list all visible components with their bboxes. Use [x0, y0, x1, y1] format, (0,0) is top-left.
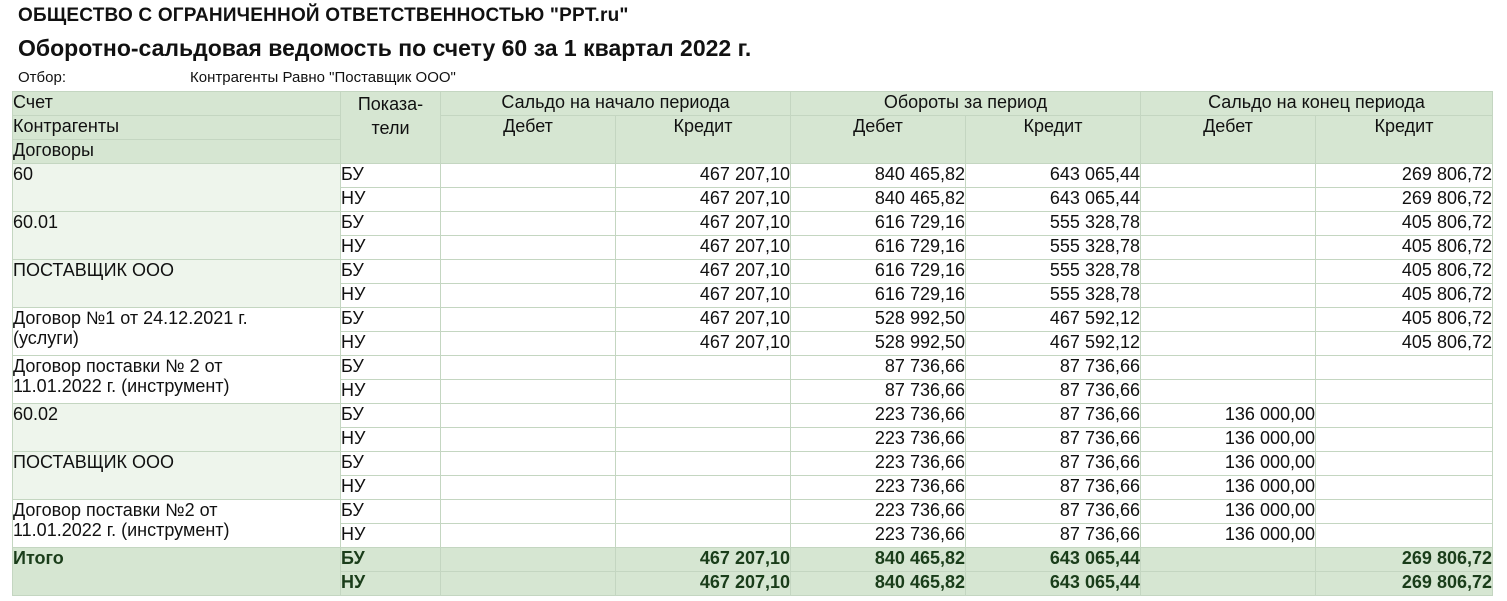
contract-name-line2: 11.01.2022 г. (инструмент) — [13, 376, 230, 396]
cell — [1141, 284, 1316, 308]
cell — [1316, 500, 1493, 524]
cell: 136 000,00 — [1141, 500, 1316, 524]
cell — [616, 404, 791, 428]
table-row — [13, 452, 1493, 476]
cell: 840 465,82 — [791, 164, 966, 188]
cell — [441, 356, 616, 380]
organization-name: ОБЩЕСТВО С ОГРАНИЧЕННОЙ ОТВЕТСТВЕННОСТЬЮ "PPT.ru" — [18, 5, 629, 26]
cell: 136 000,00 — [1141, 452, 1316, 476]
cell: 555 328,78 — [966, 284, 1141, 308]
cell: 616 729,16 — [791, 236, 966, 260]
header-closing-balance: Сальдо на конец периода — [1141, 92, 1493, 116]
cell — [1316, 380, 1493, 404]
cell: 136 000,00 — [1141, 524, 1316, 548]
cell: 87 736,66 — [966, 356, 1141, 380]
indicator: НУ — [341, 572, 441, 596]
cell: 405 806,72 — [1316, 284, 1493, 308]
contract-name — [13, 308, 341, 356]
cell — [441, 404, 616, 428]
cell — [441, 428, 616, 452]
cell: 528 992,50 — [791, 308, 966, 332]
cell: 223 736,66 — [791, 476, 966, 500]
cell: 87 736,66 — [966, 452, 1141, 476]
cell — [1316, 404, 1493, 428]
cell: 223 736,66 — [791, 500, 966, 524]
cell: 269 806,72 — [1316, 572, 1493, 596]
indicator: БУ — [341, 404, 441, 428]
indicator: НУ — [341, 332, 441, 356]
cell: 269 806,72 — [1316, 548, 1493, 572]
cell: 467 207,10 — [616, 188, 791, 212]
cell — [616, 356, 791, 380]
header-opening-debit: Дебет — [441, 116, 616, 164]
header-contracts: Договоры — [13, 140, 341, 164]
header-opening-credit: Кредит — [616, 116, 791, 164]
cell: 467 207,10 — [616, 548, 791, 572]
indicator: БУ — [341, 212, 441, 236]
cell: 87 736,66 — [791, 380, 966, 404]
cell — [441, 236, 616, 260]
cell: 555 328,78 — [966, 236, 1141, 260]
cell: 840 465,82 — [791, 572, 966, 596]
cell — [1141, 188, 1316, 212]
header-turnover-debit: Дебет — [791, 116, 966, 164]
cell: 840 465,82 — [791, 548, 966, 572]
cell — [616, 452, 791, 476]
cell: 643 065,44 — [966, 572, 1141, 596]
cell: 643 065,44 — [966, 548, 1141, 572]
cell: 136 000,00 — [1141, 428, 1316, 452]
balance-sheet-table — [12, 91, 1493, 596]
cell: 467 207,10 — [616, 236, 791, 260]
cell — [1141, 572, 1316, 596]
indicator: НУ — [341, 188, 441, 212]
cell: 87 736,66 — [966, 404, 1141, 428]
table-row — [13, 356, 1493, 380]
cell — [1316, 452, 1493, 476]
cell — [441, 164, 616, 188]
cell — [616, 524, 791, 548]
table-row — [13, 308, 1493, 332]
cell: 87 736,66 — [966, 476, 1141, 500]
cell — [1141, 380, 1316, 404]
header-indicators — [341, 92, 441, 164]
cell — [441, 332, 616, 356]
cell — [441, 572, 616, 596]
filter-value: Контрагенты Равно "Поставщик ООО" — [190, 69, 456, 86]
cell: 467 207,10 — [616, 332, 791, 356]
header-turnover-credit: Кредит — [966, 116, 1141, 164]
cell: 643 065,44 — [966, 188, 1141, 212]
cell: 223 736,66 — [791, 404, 966, 428]
indicator: НУ — [341, 380, 441, 404]
cell: 467 207,10 — [616, 284, 791, 308]
row-name: 60.02 — [13, 404, 341, 452]
table-row — [13, 404, 1493, 428]
cell — [441, 452, 616, 476]
contract-name-line2: (услуги) — [13, 328, 79, 348]
cell — [1141, 308, 1316, 332]
total-row — [13, 548, 1493, 572]
report-title: Оборотно-сальдовая ведомость по счету 60 за 1 квартал 2022 г. — [18, 35, 752, 61]
contract-name-line1: Договор поставки №2 от — [13, 500, 218, 520]
cell — [441, 524, 616, 548]
contract-name-line2: 11.01.2022 г. (инструмент) — [13, 520, 230, 540]
cell: 405 806,72 — [1316, 212, 1493, 236]
cell: 643 065,44 — [966, 164, 1141, 188]
contract-name-line1: Договор поставки № 2 от — [13, 356, 223, 376]
cell — [1141, 332, 1316, 356]
cell — [1141, 212, 1316, 236]
cell: 405 806,72 — [1316, 260, 1493, 284]
cell: 405 806,72 — [1316, 308, 1493, 332]
indicator: НУ — [341, 428, 441, 452]
indicator: БУ — [341, 260, 441, 284]
contract-name — [13, 500, 341, 548]
cell: 223 736,66 — [791, 524, 966, 548]
indicator: НУ — [341, 284, 441, 308]
indicator: НУ — [341, 476, 441, 500]
cell — [1141, 164, 1316, 188]
cell — [616, 428, 791, 452]
row-name: 60.01 — [13, 212, 341, 260]
cell: 136 000,00 — [1141, 476, 1316, 500]
cell: 467 207,10 — [616, 308, 791, 332]
cell: 467 207,10 — [616, 164, 791, 188]
indicator: НУ — [341, 524, 441, 548]
table-row — [13, 260, 1493, 284]
cell — [1141, 548, 1316, 572]
cell: 840 465,82 — [791, 188, 966, 212]
cell: 467 592,12 — [966, 308, 1141, 332]
cell — [1316, 428, 1493, 452]
cell — [616, 500, 791, 524]
table-row — [13, 500, 1493, 524]
header-indicators-line2: тели — [371, 118, 410, 138]
cell — [1316, 476, 1493, 500]
cell: 616 729,16 — [791, 212, 966, 236]
cell: 87 736,66 — [791, 356, 966, 380]
indicator: БУ — [341, 356, 441, 380]
header-counterparties: Контрагенты — [13, 116, 341, 140]
cell — [1316, 356, 1493, 380]
cell — [616, 380, 791, 404]
indicator: БУ — [341, 548, 441, 572]
table-row — [13, 212, 1493, 236]
row-name: 60 — [13, 164, 341, 212]
cell: 87 736,66 — [966, 380, 1141, 404]
cell: 467 207,10 — [616, 572, 791, 596]
cell — [1316, 524, 1493, 548]
cell: 136 000,00 — [1141, 404, 1316, 428]
cell — [1141, 236, 1316, 260]
filter-label: Отбор: — [18, 69, 66, 86]
contract-name — [13, 356, 341, 404]
header-account: Счет — [13, 92, 341, 116]
cell: 555 328,78 — [966, 212, 1141, 236]
cell: 555 328,78 — [966, 260, 1141, 284]
row-name: ПОСТАВЩИК ООО — [13, 260, 341, 308]
cell: 87 736,66 — [966, 524, 1141, 548]
total-label: Итого — [13, 548, 341, 596]
cell: 87 736,66 — [966, 500, 1141, 524]
header-closing-credit: Кредит — [1316, 116, 1493, 164]
contract-name-line1: Договор №1 от 24.12.2021 г. — [13, 308, 248, 328]
indicator: БУ — [341, 164, 441, 188]
cell — [616, 476, 791, 500]
header-indicators-line1: Показа- — [357, 94, 424, 114]
cell — [1141, 356, 1316, 380]
cell: 467 207,10 — [616, 260, 791, 284]
header-opening-balance: Сальдо на начало периода — [441, 92, 791, 116]
cell: 528 992,50 — [791, 332, 966, 356]
cell: 87 736,66 — [966, 428, 1141, 452]
cell: 467 207,10 — [616, 212, 791, 236]
cell: 223 736,66 — [791, 428, 966, 452]
cell — [441, 308, 616, 332]
indicator: БУ — [341, 308, 441, 332]
cell: 616 729,16 — [791, 260, 966, 284]
cell — [441, 188, 616, 212]
header-closing-debit: Дебет — [1141, 116, 1316, 164]
cell — [441, 548, 616, 572]
indicator: БУ — [341, 452, 441, 476]
header-turnover: Обороты за период — [791, 92, 1141, 116]
cell — [441, 212, 616, 236]
row-name: ПОСТАВЩИК ООО — [13, 452, 341, 500]
table-row — [13, 164, 1493, 188]
cell: 467 592,12 — [966, 332, 1141, 356]
cell: 269 806,72 — [1316, 164, 1493, 188]
cell: 616 729,16 — [791, 284, 966, 308]
cell: 405 806,72 — [1316, 236, 1493, 260]
cell — [441, 380, 616, 404]
indicator: БУ — [341, 500, 441, 524]
cell: 223 736,66 — [791, 452, 966, 476]
indicator: НУ — [341, 236, 441, 260]
cell — [441, 500, 616, 524]
cell: 269 806,72 — [1316, 188, 1493, 212]
cell — [1141, 260, 1316, 284]
cell: 405 806,72 — [1316, 332, 1493, 356]
cell — [441, 260, 616, 284]
cell — [441, 476, 616, 500]
cell — [441, 284, 616, 308]
